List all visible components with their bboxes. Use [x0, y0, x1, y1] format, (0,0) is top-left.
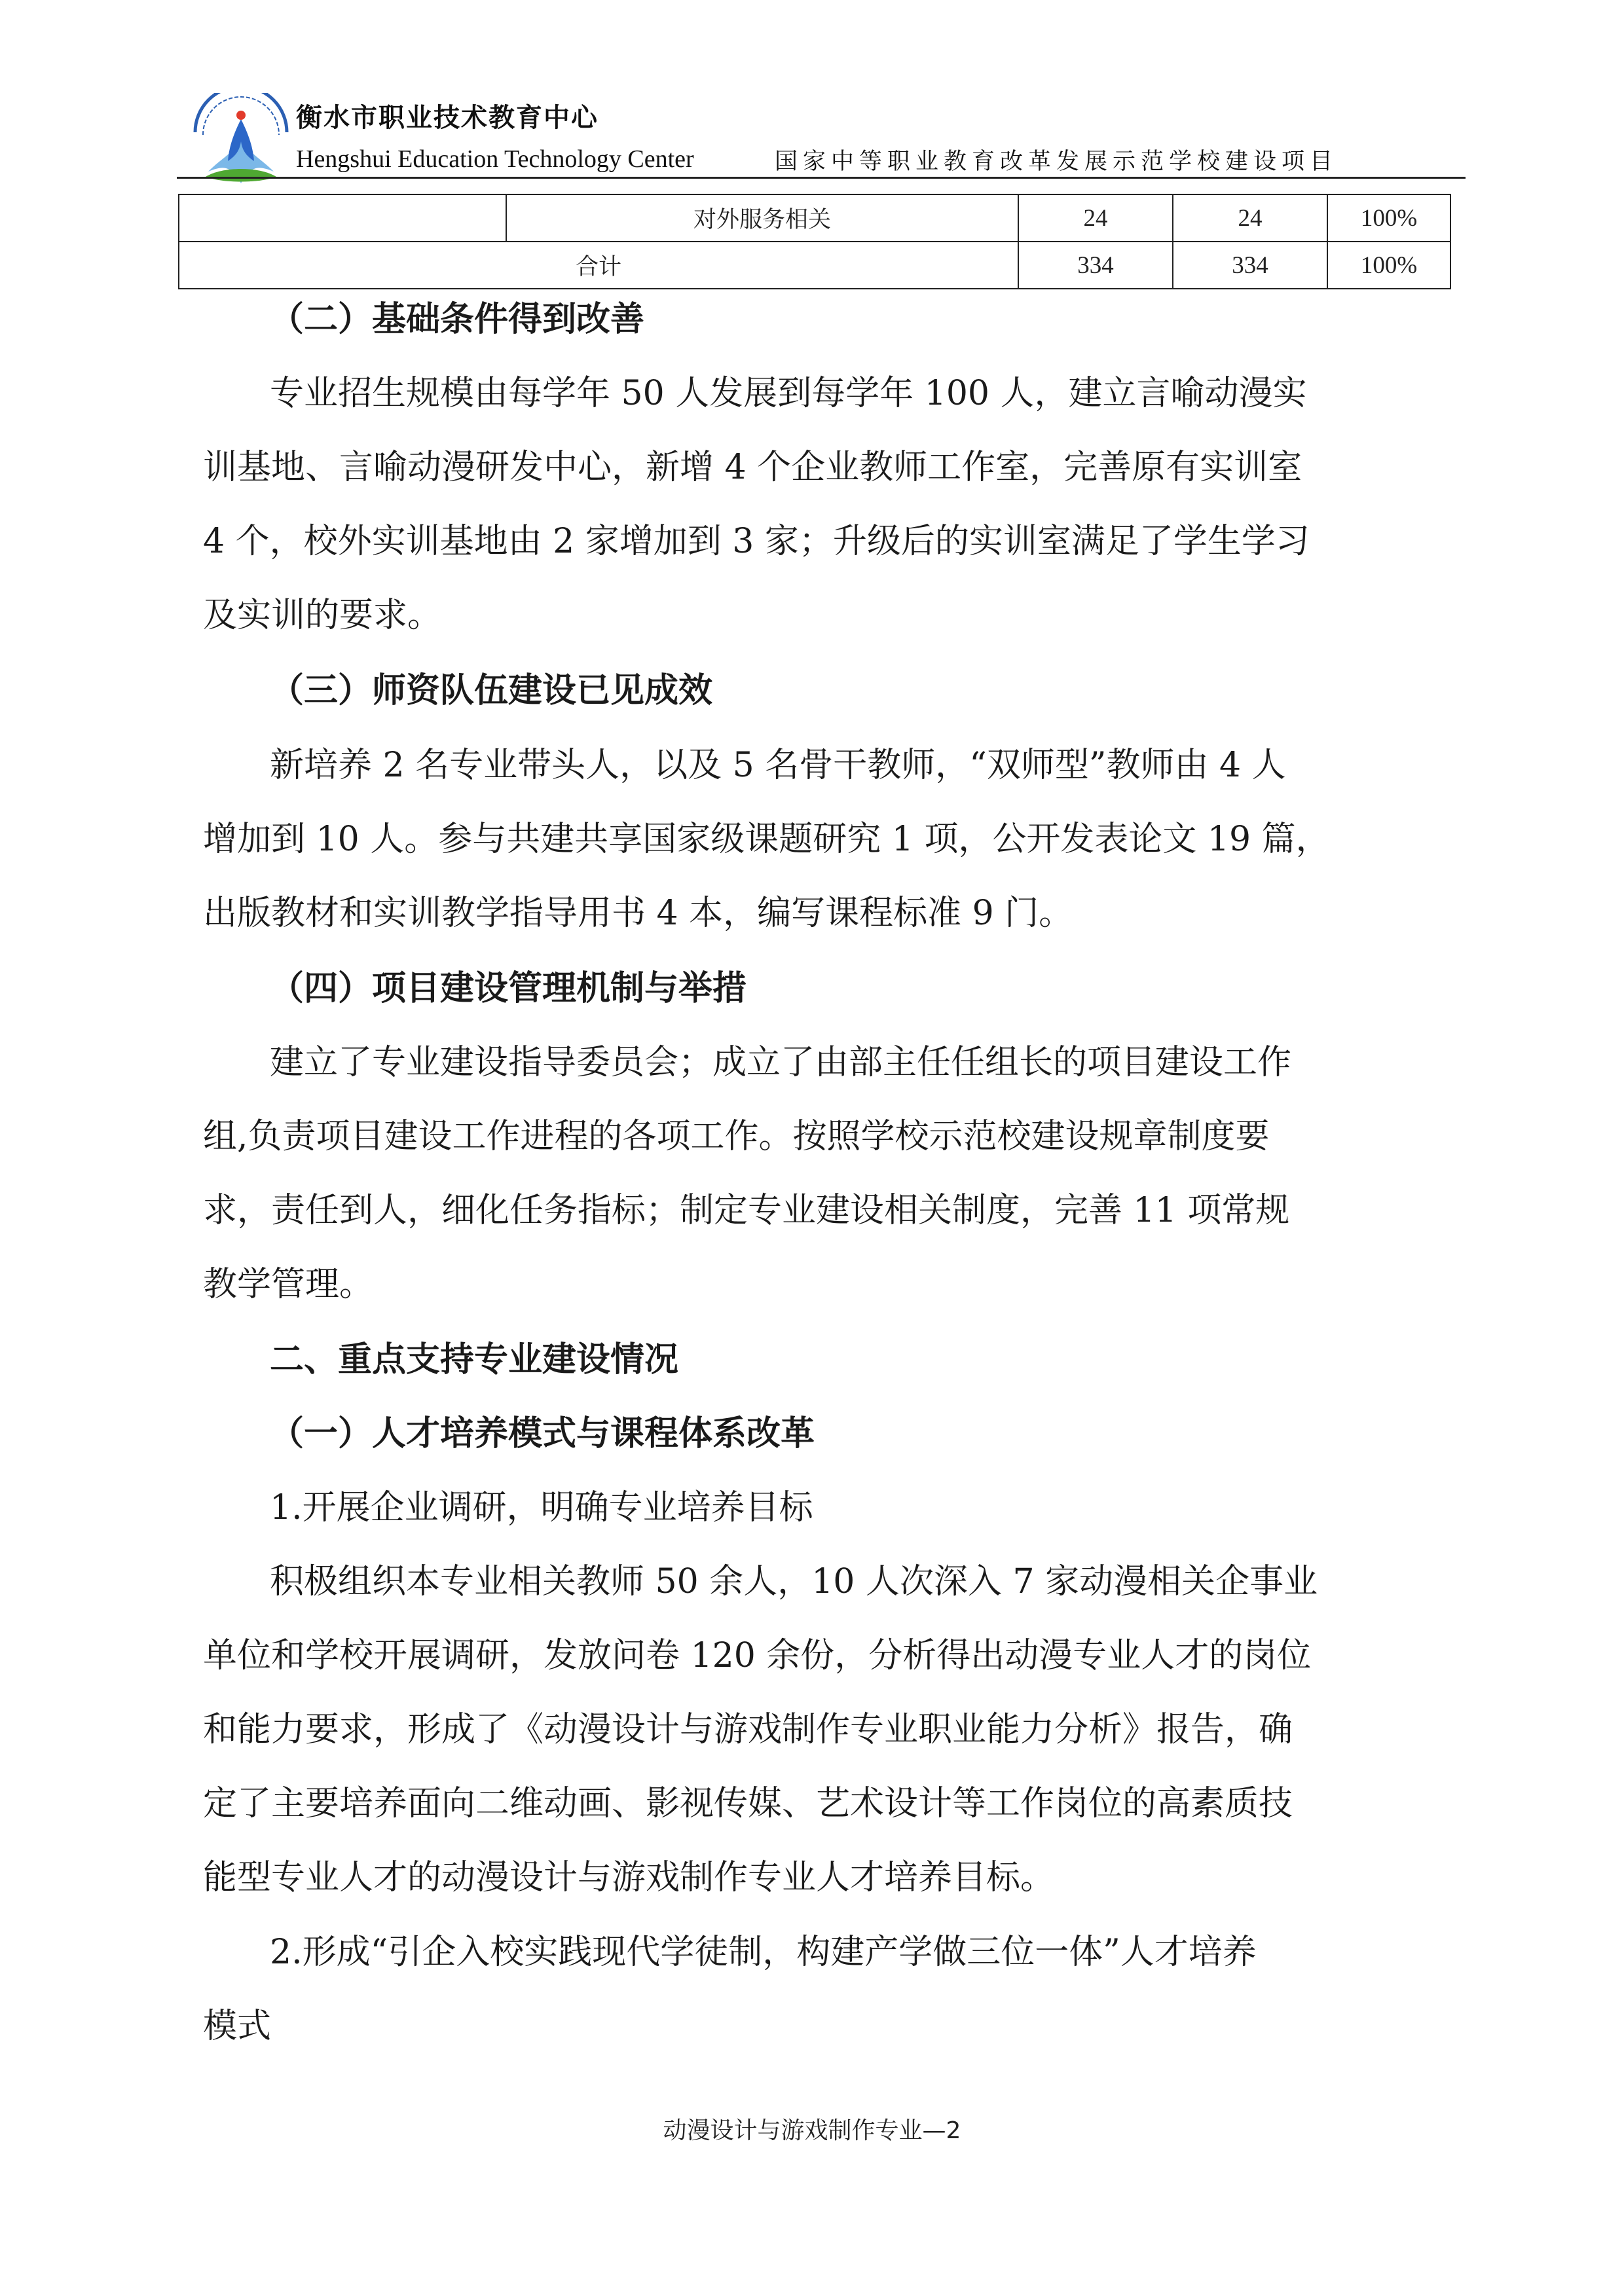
paragraph-line: 增加到 10 人。参与共建共享国家级课题研究 1 项，公开发表论文 19 篇， [203, 820, 1330, 859]
section-heading: （二）基础条件得到改善 [270, 300, 645, 339]
section-heading: （三）师资队伍建设已见成效 [270, 671, 713, 710]
table-total-rate: 100% [1327, 242, 1450, 289]
paragraph-line: 出版教材和实训教学指导用书 4 本，编写课程标准 9 门。 [203, 894, 1073, 933]
paragraph-line: 建立了专业建设指导委员会；成立了由部主任任组长的项目建设工作 [270, 1043, 1292, 1082]
paragraph-line: 单位和学校开展调研，发放问卷 120 余份，分析得出动漫专业人才的岗位 [203, 1636, 1312, 1675]
section-heading: （四）项目建设管理机制与举措 [270, 969, 747, 1008]
item-title: 1.开展企业调研，明确专业培养目标 [270, 1488, 813, 1527]
organization-name-en: Hengshui Education Technology Center [296, 145, 694, 173]
paragraph-line: 4 个，校外实训基地由 2 家增加到 3 家；升级后的实训室满足了学生学习 [203, 522, 1310, 561]
organization-name-cn: 衡水市职业技术教育中心 [296, 103, 599, 133]
table-cell-planned: 24 [1018, 194, 1173, 242]
project-title: 国家中等职业教育改革发展示范学校建设项目 [775, 149, 1338, 175]
paragraph-line: 能型专业人才的动漫设计与游戏制作专业人才培养目标。 [203, 1858, 1055, 1897]
table-cell-category [179, 194, 506, 242]
school-logo-icon [189, 93, 293, 190]
paragraph-line: 新培养 2 名专业带头人，以及 5 名骨干教师，“双师型”教师由 4 人 [270, 746, 1286, 785]
table-total-label: 合计 [179, 242, 1018, 289]
paragraph-line: 定了主要培养面向二维动画、影视传媒、艺术设计等工作岗位的高素质技 [203, 1784, 1293, 1823]
table-cell-item: 对外服务相关 [506, 194, 1018, 242]
table-cell-rate: 100% [1327, 194, 1450, 242]
paragraph-line: 专业招生规模由每学年 50 人发展到每学年 100 人，建立言喻动漫实 [270, 374, 1307, 413]
paragraph-line: 教学管理。 [203, 1265, 374, 1304]
paragraph-line: 积极组织本专业相关教师 50 余人，10 人次深入 7 家动漫相关企事业 [270, 1562, 1318, 1601]
part-heading: 二、重点支持专业建设情况 [270, 1340, 679, 1379]
header-divider [177, 177, 1466, 179]
paragraph-line: 和能力要求，形成了《动漫设计与游戏制作专业职业能力分析》报告，确 [203, 1710, 1293, 1749]
subsection-heading: （一）人才培养模式与课程体系改革 [270, 1414, 815, 1453]
paragraph-line: 组,负责项目建设工作进程的各项工作。按照学校示范校建设规章制度要 [203, 1117, 1270, 1156]
table-total-completed: 334 [1173, 242, 1327, 289]
paragraph-line: 及实训的要求。 [203, 596, 442, 635]
statistics-table [178, 194, 1451, 289]
table-total-planned: 334 [1018, 242, 1173, 289]
paragraph-line: 求，责任到人，细化任务指标；制定专业建设相关制度，完善 11 项常规 [203, 1191, 1290, 1230]
item-title-continued: 模式 [203, 2007, 272, 2046]
table-cell-completed: 24 [1173, 194, 1327, 242]
page-footer: 动漫设计与游戏制作专业—2 [663, 2117, 961, 2144]
item-title: 2.形成“引企入校实践现代学徒制，构建产学做三位一体”人才培养 [270, 1933, 1257, 1972]
paragraph-line: 训基地、言喻动漫研发中心，新增 4 个企业教师工作室，完善原有实训室 [203, 448, 1302, 487]
table-total-row [179, 242, 1450, 289]
table-row [179, 194, 1450, 242]
